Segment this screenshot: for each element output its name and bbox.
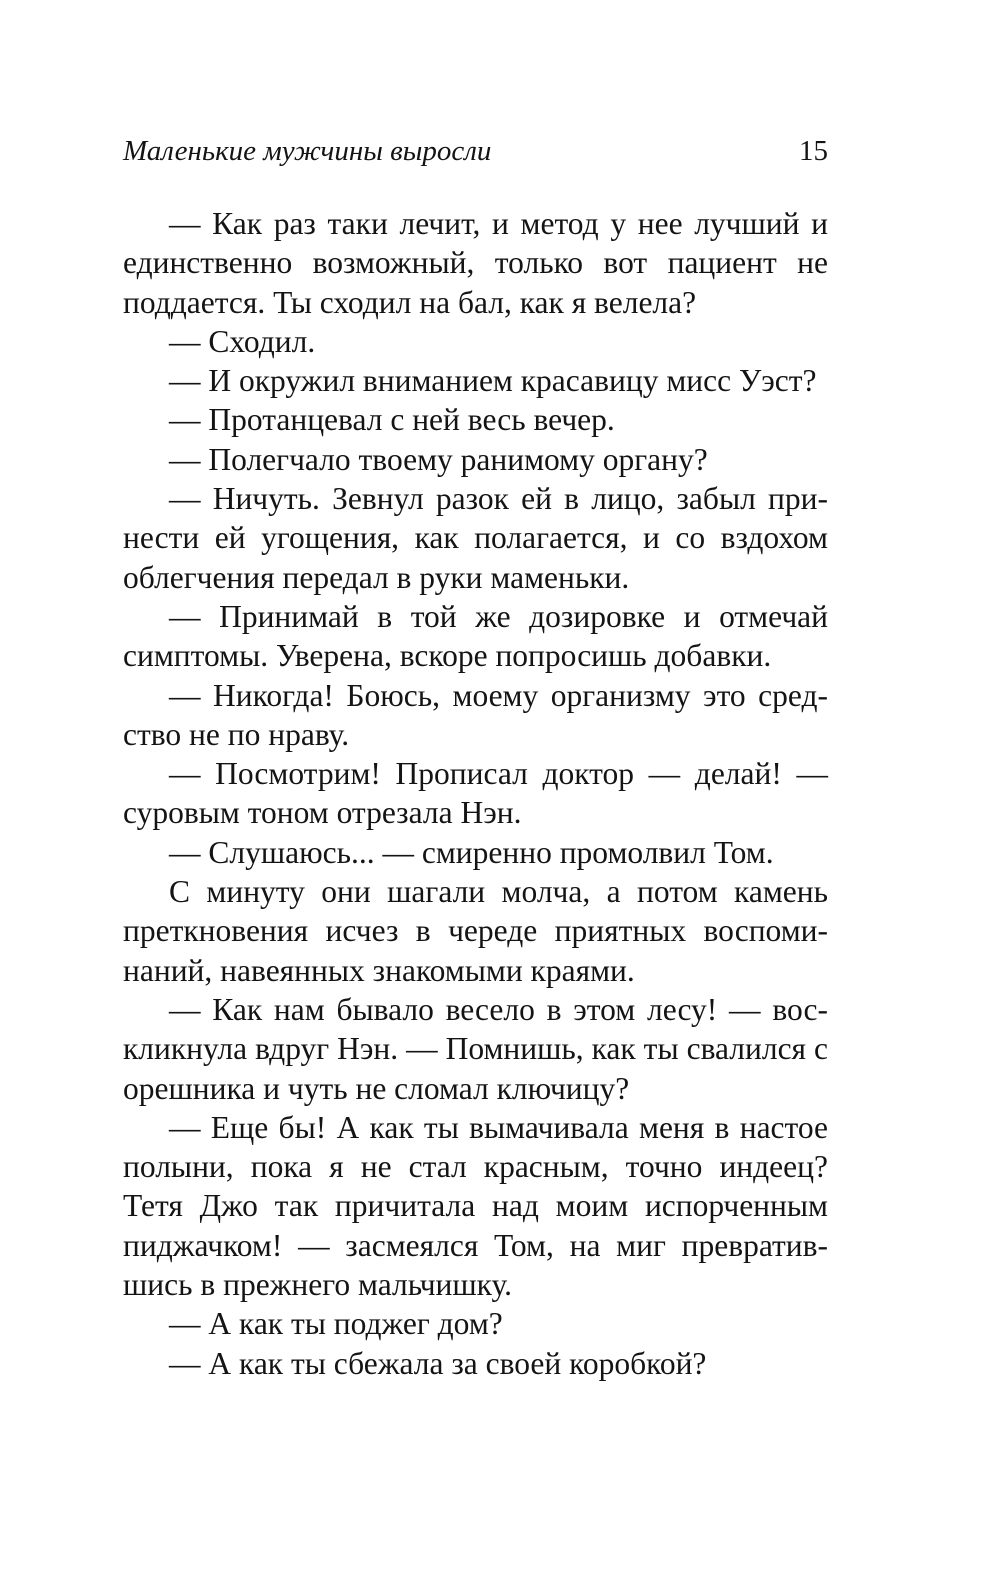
paragraph-10: — Слушаюсь... — смиренно промолвил Том. <box>169 834 774 870</box>
paragraph-4: — Протанцевал с ней весь вечер. <box>169 402 615 438</box>
paragraph-5: — Полегчало твоему ранимому органу? <box>169 441 708 477</box>
paragraph-15: — А как ты сбежала за своей коробкой? <box>169 1345 707 1381</box>
paragraph-2: — Сходил. <box>169 323 316 359</box>
book-page <box>123 128 828 1383</box>
running-header <box>123 128 828 174</box>
paragraph-7: — Принимай в той же дозировке и отмечай симптомы. Уверена, вскоре попросишь добавки. <box>123 598 828 674</box>
running-title: Маленькие мужчины выросли <box>123 135 492 167</box>
paragraph-1: — Как раз таки лечит, и метод у нее лучший и единственно возможный, только вот пациент не поддается. Ты сходил на бал, как я велела? <box>123 206 828 320</box>
paragraph-6: — Ничуть. Зевнул разок ей в лицо, забыл принести ей угощения, как полагается, и со вздохом облегчения передал в руки маменьки. <box>123 481 828 595</box>
paragraph-12: — Как нам бывало весело в этом лесу! — воскликнула вдруг Нэн. — Помнишь, как ты свалился с орешника и чуть не сломал ключицу? <box>123 991 828 1106</box>
paragraph-13: — Еще бы! А как ты вымачивала меня в настое полыни, пока я не стал красным, точно индеец? Тетя Джо так причитала над моим испорченным пиджачком! — засмеялся Том, на миг превратившись в прежнего мальчишку. <box>123 1109 828 1303</box>
paragraph-14: — А как ты поджег дом? <box>169 1306 503 1342</box>
body-text <box>123 204 828 1383</box>
paragraph-8: — Никогда! Боюсь, моему организму это средство не по нраву. <box>123 677 828 752</box>
page-number: 15 <box>799 135 828 167</box>
paragraph-3: — И окружил вниманием красавицу мисс Уэст? <box>169 363 817 399</box>
paragraph-9: — Посмотрим! Прописал доктор — делай! — суровым тоном отрезала Нэн. <box>123 756 828 831</box>
paragraph-11: С минуту они шагали молча, а потом камень преткновения исчез в череде приятных воспоминаний, навеянных знакомыми краями. <box>123 874 828 988</box>
